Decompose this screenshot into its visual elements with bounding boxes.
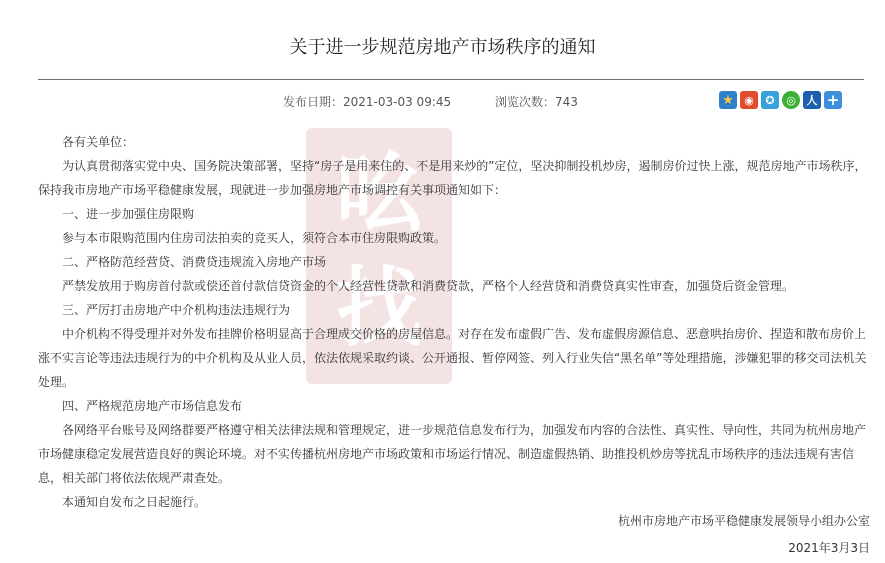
wechat-icon[interactable]: ◎ [782,91,800,109]
share-toolbar [719,91,842,109]
salutation: 各有关单位： [62,135,135,149]
view-count: 浏览次数：743 [494,95,578,109]
section-text-1: 参与本市限购范围内住房司法拍卖的竞买人，须符合本市住房限购政策。 [62,231,447,245]
weibo-icon[interactable]: ◉ [740,91,758,109]
section-text-2: 严禁发放用于购房首付款或偿还首付款信贷资金的个人经营性贷款和消费贷款，严格个人经营贷和消费贷真实性审查，加强贷后资金管理。 [62,279,795,293]
section-heading-1: 一、进一步加强住房限购 [62,207,195,221]
renren-icon[interactable]: 人 [803,91,821,109]
title-divider [38,79,864,80]
watermark-char: 吆 [336,144,422,244]
section-text-4: 各网络平台账号及网络群要严格遵守相关法律法规和管理规定，进一步规范信息发布行为，加强发布内容的合法性、真实性、导向性，共同为杭州房地产市场健康稳定发展营造良好的舆论环境。对不实传播杭州房地产市场政策和市场运行情况、制造虚假热销、助推投机炒房等扰乱市场秩序的违法违规有害信息，相关部门将依法依规严肃查处。 [38,423,867,485]
watermark-char: 找 [336,258,422,358]
article-meta [283,94,578,110]
section-heading-4: 四、严格规范房地产市场信息发布 [62,399,243,413]
publish-date: 发布日期：2021-03-03 09:45 [283,95,452,109]
page-title: 关于进一步规范房地产市场秩序的通知 [289,37,596,58]
favorite-icon[interactable]: ★ [719,91,737,109]
section-text-3: 中介机构不得受理并对外发布挂牌价格明显高于合理成交价格的房屋信息。对存在发布虚假广告、发布虚假房源信息、恶意哄抬房价、捏造和散布房价上涨不实言论等违法违规行为的中介机构及从业人员，依法依规采取约谈、公开通报、暂停网签、列入行业失信“黑名单”等处理措施，涉嫌犯罪的移交司法机关处理。 [38,327,867,389]
article-body [38,130,867,514]
closing-statement: 本通知自发布之日起施行。 [62,495,207,509]
section-heading-3: 三、严厉打击房地产中介机构违法违规行为 [62,303,291,317]
intro-paragraph: 为认真贯彻落实党中央、国务院决策部署，坚持“房子是用来住的、不是用来炒的”定位，坚决抑制投机炒房，遏制房价过快上涨，规范房地产市场秩序，保持我市房地产市场平稳健康发展，现就进一步加强房地产市场调控有关事项通知如下： [38,159,867,197]
issue-date: 2021年3月3日 [788,541,870,555]
issuer-signature: 杭州市房地产市场平稳健康发展领导小组办公室 [617,514,870,528]
qzone-icon[interactable]: ✪ [761,91,779,109]
more-share-icon[interactable]: + [824,91,842,109]
section-heading-2: 二、严格防范经营贷、消费贷违规流入房地产市场 [62,255,327,269]
